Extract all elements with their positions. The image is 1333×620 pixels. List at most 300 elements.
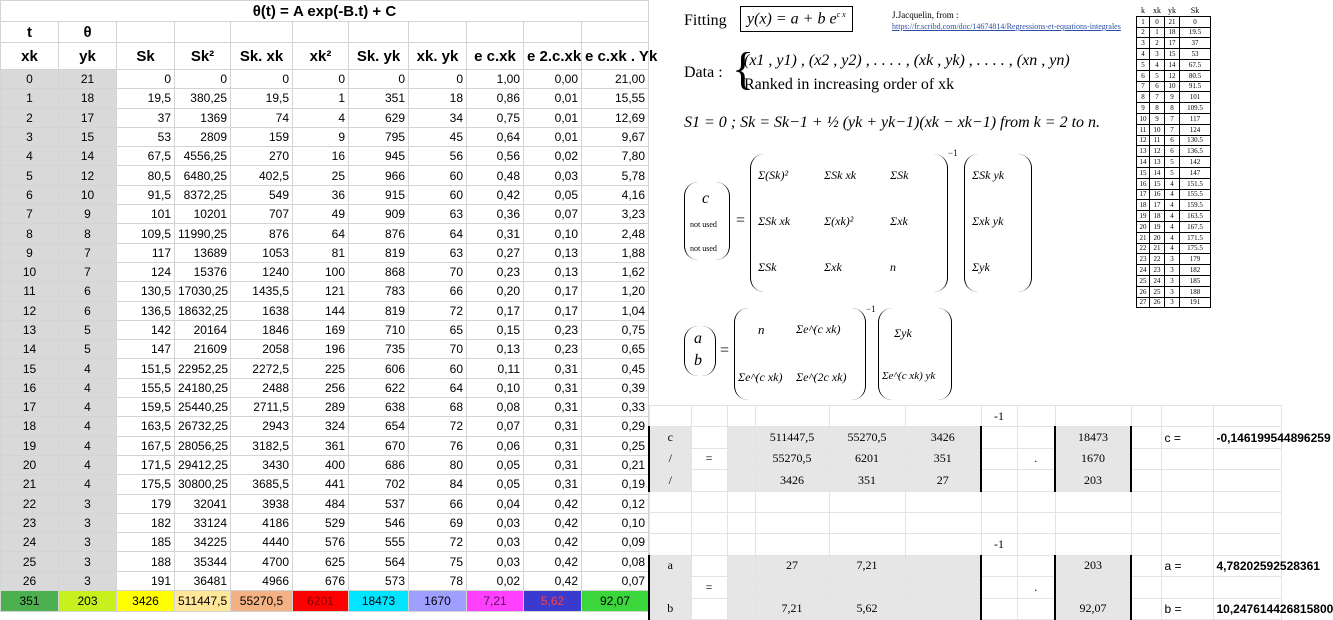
total-cell[interactable]: 5,62 <box>524 591 582 612</box>
table-cell[interactable]: 8 <box>1 224 59 243</box>
matrix-cell[interactable] <box>905 598 981 619</box>
table-cell[interactable]: 0,31 <box>524 417 582 436</box>
table-cell[interactable]: 18632,25 <box>175 301 231 320</box>
table-cell[interactable]: 109,5 <box>117 224 175 243</box>
table-cell[interactable]: 167,5 <box>117 436 175 455</box>
table-cell[interactable]: 5,78 <box>582 166 649 185</box>
table-cell[interactable]: 5 <box>1 166 59 185</box>
table-cell[interactable]: 1240 <box>231 262 293 281</box>
table-cell[interactable]: 876 <box>349 224 409 243</box>
table-cell[interactable]: 15376 <box>175 262 231 281</box>
table-cell[interactable]: 0,42 <box>524 494 582 513</box>
table-cell[interactable]: 84 <box>409 475 467 494</box>
table-cell[interactable]: 0,42 <box>524 513 582 532</box>
table-cell[interactable]: 3430 <box>231 455 293 474</box>
table-cell[interactable]: 81 <box>293 243 349 262</box>
table-cell[interactable]: 11990,25 <box>175 224 231 243</box>
table-cell[interactable]: 34 <box>409 108 467 127</box>
table-cell[interactable]: 0,31 <box>524 455 582 474</box>
table-cell[interactable]: 17030,25 <box>175 282 231 301</box>
table-cell[interactable]: 0,27 <box>467 243 524 262</box>
table-cell[interactable]: 78 <box>409 571 467 590</box>
table-cell[interactable]: 25 <box>293 166 349 185</box>
table-cell[interactable]: 19,5 <box>231 89 293 108</box>
table-cell[interactable]: 868 <box>349 262 409 281</box>
table-cell[interactable]: 0,03 <box>467 533 524 552</box>
table-cell[interactable]: 68 <box>409 398 467 417</box>
table-cell[interactable]: 1,00 <box>467 70 524 89</box>
table-cell[interactable]: 549 <box>231 185 293 204</box>
table-cell[interactable]: 3938 <box>231 494 293 513</box>
table-cell[interactable]: 0,03 <box>524 166 582 185</box>
table-cell[interactable]: 10 <box>1 262 59 281</box>
table-cell[interactable]: 10201 <box>175 205 231 224</box>
table-cell[interactable]: 0,04 <box>467 494 524 513</box>
table-cell[interactable]: 2 <box>1 108 59 127</box>
table-cell[interactable]: 225 <box>293 359 349 378</box>
table-cell[interactable]: 4700 <box>231 552 293 571</box>
table-cell[interactable]: 3 <box>59 513 117 532</box>
table-cell[interactable]: 130,5 <box>117 282 175 301</box>
table-cell[interactable]: 91,5 <box>117 185 175 204</box>
table-cell[interactable]: 256 <box>293 378 349 397</box>
table-cell[interactable]: 7 <box>59 262 117 281</box>
table-cell[interactable]: 3 <box>59 571 117 590</box>
table-cell[interactable]: 0,42 <box>467 185 524 204</box>
inverse-marker[interactable]: -1 <box>981 406 1017 427</box>
table-cell[interactable]: 0,42 <box>524 552 582 571</box>
table-cell[interactable]: 24 <box>1 533 59 552</box>
table-cell[interactable]: 702 <box>349 475 409 494</box>
table-cell[interactable]: 67,5 <box>117 147 175 166</box>
total-cell[interactable]: 1670 <box>409 591 467 612</box>
table-cell[interactable]: 36 <box>293 185 349 204</box>
result-value[interactable]: -0,146199544896259 <box>1213 427 1281 448</box>
table-cell[interactable]: 676 <box>293 571 349 590</box>
table-cell[interactable]: 8 <box>59 224 117 243</box>
table-cell[interactable]: 0,11 <box>467 359 524 378</box>
table-cell[interactable]: 4 <box>59 398 117 417</box>
table-cell[interactable]: 37 <box>117 108 175 127</box>
table-cell[interactable]: 155,5 <box>117 378 175 397</box>
table-cell[interactable]: 9 <box>1 243 59 262</box>
table-cell[interactable]: 915 <box>349 185 409 204</box>
table-cell[interactable]: 670 <box>349 436 409 455</box>
table-cell[interactable]: 0,01 <box>524 89 582 108</box>
table-cell[interactable]: 34225 <box>175 533 231 552</box>
table-cell[interactable]: 1 <box>1 89 59 108</box>
table-cell[interactable]: 144 <box>293 301 349 320</box>
table-cell[interactable]: 0,01 <box>524 108 582 127</box>
table-cell[interactable]: 0,00 <box>524 70 582 89</box>
table-cell[interactable]: 351 <box>349 89 409 108</box>
table-cell[interactable]: 0,05 <box>467 455 524 474</box>
table-cell[interactable]: 70 <box>409 340 467 359</box>
table-cell[interactable]: 9,67 <box>582 127 649 146</box>
result-label[interactable]: a = <box>1161 555 1213 576</box>
vector-cell[interactable]: 203 <box>1055 555 1131 576</box>
matrix-cell[interactable]: 27 <box>905 470 981 491</box>
table-cell[interactable]: 14 <box>59 147 117 166</box>
total-cell[interactable]: 18473 <box>349 591 409 612</box>
matrix-cell[interactable]: 511447,5 <box>755 427 829 448</box>
table-cell[interactable]: 0,56 <box>467 147 524 166</box>
table-cell[interactable]: 0,75 <box>467 108 524 127</box>
table-cell[interactable]: 654 <box>349 417 409 436</box>
table-cell[interactable]: 573 <box>349 571 409 590</box>
table-cell[interactable]: 60 <box>409 185 467 204</box>
table-cell[interactable]: 25440,25 <box>175 398 231 417</box>
table-cell[interactable]: 29412,25 <box>175 455 231 474</box>
source-link[interactable]: https://fr.scribd.com/doc/14674814/Regressions-et-equations-integrales <box>892 22 1121 31</box>
table-cell[interactable]: 0,07 <box>524 205 582 224</box>
matrix-cell[interactable]: 351 <box>905 448 981 469</box>
table-cell[interactable]: 3182,5 <box>231 436 293 455</box>
table-cell[interactable]: 0,05 <box>467 475 524 494</box>
table-cell[interactable]: 124 <box>117 262 175 281</box>
table-cell[interactable]: 0,65 <box>582 340 649 359</box>
table-cell[interactable]: 169 <box>293 320 349 339</box>
result-value[interactable] <box>1213 577 1281 598</box>
table-cell[interactable]: 625 <box>293 552 349 571</box>
table-cell[interactable]: 147 <box>117 340 175 359</box>
table-cell[interactable]: 9 <box>293 127 349 146</box>
table-cell[interactable]: 0,15 <box>467 320 524 339</box>
table-cell[interactable]: 0,10 <box>524 224 582 243</box>
table-cell[interactable]: 13 <box>1 320 59 339</box>
table-cell[interactable]: 0 <box>231 70 293 89</box>
table-cell[interactable]: 171,5 <box>117 455 175 474</box>
table-cell[interactable]: 4 <box>59 359 117 378</box>
table-cell[interactable]: 819 <box>349 301 409 320</box>
table-cell[interactable]: 0,01 <box>524 127 582 146</box>
table-cell[interactable]: 0,17 <box>467 301 524 320</box>
table-cell[interactable]: 4,16 <box>582 185 649 204</box>
table-cell[interactable]: 289 <box>293 398 349 417</box>
equals-cell[interactable]: = <box>691 448 727 469</box>
table-cell[interactable]: 876 <box>231 224 293 243</box>
table-cell[interactable]: 4 <box>1 147 59 166</box>
table-cell[interactable]: 0,10 <box>582 513 649 532</box>
dot-cell[interactable] <box>1017 470 1055 491</box>
table-cell[interactable]: 966 <box>349 166 409 185</box>
table-cell[interactable]: 0,64 <box>467 127 524 146</box>
table-cell[interactable]: 2488 <box>231 378 293 397</box>
table-cell[interactable]: 555 <box>349 533 409 552</box>
table-cell[interactable]: 0,10 <box>467 378 524 397</box>
table-cell[interactable]: 76 <box>409 436 467 455</box>
table-cell[interactable]: 6480,25 <box>175 166 231 185</box>
table-cell[interactable]: 629 <box>349 108 409 127</box>
table-cell[interactable]: 0 <box>1 70 59 89</box>
table-cell[interactable]: 0,45 <box>582 359 649 378</box>
table-cell[interactable]: 0,17 <box>524 282 582 301</box>
table-cell[interactable]: 1638 <box>231 301 293 320</box>
vector-cell[interactable]: 92,07 <box>1055 598 1131 619</box>
vector-cell[interactable]: 203 <box>1055 470 1131 491</box>
table-cell[interactable]: 26732,25 <box>175 417 231 436</box>
table-cell[interactable]: 75 <box>409 552 467 571</box>
table-cell[interactable]: 0,13 <box>467 340 524 359</box>
table-cell[interactable]: 60 <box>409 166 467 185</box>
table-cell[interactable]: 0,06 <box>467 436 524 455</box>
table-cell[interactable]: 163,5 <box>117 417 175 436</box>
table-cell[interactable]: 1,20 <box>582 282 649 301</box>
table-cell[interactable]: 686 <box>349 455 409 474</box>
table-cell[interactable]: 19 <box>1 436 59 455</box>
table-cell[interactable]: 1,04 <box>582 301 649 320</box>
table-cell[interactable]: 638 <box>349 398 409 417</box>
table-cell[interactable]: 45 <box>409 127 467 146</box>
table-cell[interactable]: 12 <box>59 166 117 185</box>
table-cell[interactable]: 380,25 <box>175 89 231 108</box>
table-cell[interactable]: 0,19 <box>582 475 649 494</box>
table-cell[interactable]: 2711,5 <box>231 398 293 417</box>
table-cell[interactable]: 151,5 <box>117 359 175 378</box>
table-cell[interactable]: 2,48 <box>582 224 649 243</box>
row-label[interactable]: c <box>649 427 691 448</box>
table-cell[interactable]: 6 <box>1 185 59 204</box>
table-cell[interactable]: 0,03 <box>467 513 524 532</box>
result-label[interactable]: b = <box>1161 598 1213 619</box>
inverse-marker[interactable]: -1 <box>981 534 1017 555</box>
table-cell[interactable]: 14 <box>1 340 59 359</box>
table-cell[interactable]: 622 <box>349 378 409 397</box>
matrix-cell[interactable]: 55270,5 <box>755 448 829 469</box>
equals-cell[interactable]: = <box>691 577 727 598</box>
table-cell[interactable]: 576 <box>293 533 349 552</box>
table-cell[interactable]: 20164 <box>175 320 231 339</box>
table-cell[interactable]: 80 <box>409 455 467 474</box>
table-cell[interactable]: 564 <box>349 552 409 571</box>
table-cell[interactable]: 101 <box>117 205 175 224</box>
table-cell[interactable]: 15,55 <box>582 89 649 108</box>
table-cell[interactable]: 546 <box>349 513 409 532</box>
row-label[interactable]: / <box>649 470 691 491</box>
table-cell[interactable]: 0,39 <box>582 378 649 397</box>
table-cell[interactable]: 0,31 <box>524 378 582 397</box>
table-cell[interactable]: 0,42 <box>524 533 582 552</box>
table-cell[interactable]: 8372,25 <box>175 185 231 204</box>
dot-cell[interactable]: . <box>1017 577 1055 598</box>
table-cell[interactable]: 80,5 <box>117 166 175 185</box>
table-cell[interactable]: 9 <box>59 205 117 224</box>
table-cell[interactable]: 28056,25 <box>175 436 231 455</box>
table-cell[interactable]: 17 <box>59 108 117 127</box>
result-label[interactable] <box>1161 448 1213 469</box>
table-cell[interactable]: 402,5 <box>231 166 293 185</box>
table-cell[interactable]: 11 <box>1 282 59 301</box>
table-cell[interactable]: 909 <box>349 205 409 224</box>
matrix-cell[interactable] <box>755 577 829 598</box>
table-cell[interactable]: 0,20 <box>467 282 524 301</box>
table-cell[interactable]: 4 <box>293 108 349 127</box>
result-value[interactable]: 10,247614426815800 <box>1213 598 1281 619</box>
total-cell[interactable]: 203 <box>59 591 117 612</box>
table-cell[interactable]: 136,5 <box>117 301 175 320</box>
table-cell[interactable]: 19,5 <box>117 89 175 108</box>
table-cell[interactable]: 0,33 <box>582 398 649 417</box>
table-cell[interactable]: 0,07 <box>467 417 524 436</box>
table-cell[interactable]: 65 <box>409 320 467 339</box>
table-cell[interactable]: 56 <box>409 147 467 166</box>
table-cell[interactable]: 529 <box>293 513 349 532</box>
table-cell[interactable]: 4 <box>59 417 117 436</box>
table-cell[interactable]: 1,88 <box>582 243 649 262</box>
table-cell[interactable]: 1369 <box>175 108 231 127</box>
table-cell[interactable]: 0,86 <box>467 89 524 108</box>
row-label[interactable] <box>649 577 691 598</box>
table-cell[interactable]: 13689 <box>175 243 231 262</box>
matrix-cell[interactable]: 351 <box>829 470 905 491</box>
table-cell[interactable]: 185 <box>117 533 175 552</box>
table-cell[interactable]: 4556,25 <box>175 147 231 166</box>
table-cell[interactable]: 30800,25 <box>175 475 231 494</box>
table-cell[interactable]: 3685,5 <box>231 475 293 494</box>
table-cell[interactable]: 5 <box>59 320 117 339</box>
table-cell[interactable]: 0,75 <box>582 320 649 339</box>
table-cell[interactable]: 4 <box>59 436 117 455</box>
table-cell[interactable]: 72 <box>409 417 467 436</box>
result-label[interactable]: c = <box>1161 427 1213 448</box>
table-cell[interactable]: 4 <box>59 378 117 397</box>
vector-cell[interactable] <box>1055 577 1131 598</box>
table-cell[interactable]: 1435,5 <box>231 282 293 301</box>
table-cell[interactable]: 15 <box>59 127 117 146</box>
table-cell[interactable]: 4 <box>59 455 117 474</box>
matrix-cell[interactable]: 3426 <box>905 427 981 448</box>
table-cell[interactable]: 53 <box>117 127 175 146</box>
table-cell[interactable]: 121 <box>293 282 349 301</box>
table-cell[interactable]: 0,23 <box>524 320 582 339</box>
table-cell[interactable]: 100 <box>293 262 349 281</box>
table-cell[interactable]: 66 <box>409 282 467 301</box>
table-cell[interactable]: 4186 <box>231 513 293 532</box>
table-cell[interactable]: 16 <box>293 147 349 166</box>
table-cell[interactable]: 74 <box>231 108 293 127</box>
table-cell[interactable]: 175,5 <box>117 475 175 494</box>
table-cell[interactable]: 0,03 <box>467 552 524 571</box>
table-cell[interactable]: 0 <box>175 70 231 89</box>
table-cell[interactable]: 179 <box>117 494 175 513</box>
table-cell[interactable]: 3 <box>59 494 117 513</box>
table-cell[interactable]: 0,36 <box>467 205 524 224</box>
table-cell[interactable]: 0,08 <box>582 552 649 571</box>
table-cell[interactable]: 0 <box>293 70 349 89</box>
matrix-cell[interactable] <box>829 577 905 598</box>
table-cell[interactable]: 0,31 <box>524 398 582 417</box>
table-cell[interactable]: 1053 <box>231 243 293 262</box>
table-cell[interactable]: 2272,5 <box>231 359 293 378</box>
matrix-cell[interactable]: 5,62 <box>829 598 905 619</box>
table-cell[interactable]: 18 <box>59 89 117 108</box>
equals-cell[interactable] <box>691 427 727 448</box>
table-cell[interactable]: 4 <box>59 475 117 494</box>
table-cell[interactable]: 945 <box>349 147 409 166</box>
matrix-cell[interactable]: 6201 <box>829 448 905 469</box>
table-cell[interactable]: 70 <box>409 262 467 281</box>
table-cell[interactable]: 35344 <box>175 552 231 571</box>
table-cell[interactable]: 0,09 <box>582 533 649 552</box>
table-cell[interactable]: 21 <box>1 475 59 494</box>
table-cell[interactable]: 4440 <box>231 533 293 552</box>
equals-cell[interactable] <box>691 555 727 576</box>
table-cell[interactable]: 2943 <box>231 417 293 436</box>
table-cell[interactable]: 0,48 <box>467 166 524 185</box>
table-cell[interactable]: 25 <box>1 552 59 571</box>
table-cell[interactable]: 606 <box>349 359 409 378</box>
table-cell[interactable]: 400 <box>293 455 349 474</box>
equals-cell[interactable] <box>691 598 727 619</box>
matrix-cell[interactable] <box>905 555 981 576</box>
table-cell[interactable]: 22952,25 <box>175 359 231 378</box>
table-cell[interactable]: 159 <box>231 127 293 146</box>
table-cell[interactable]: 324 <box>293 417 349 436</box>
result-label[interactable] <box>1161 470 1213 491</box>
table-cell[interactable]: 72 <box>409 533 467 552</box>
table-cell[interactable]: 3 <box>1 127 59 146</box>
table-cell[interactable]: 142 <box>117 320 175 339</box>
table-cell[interactable]: 20 <box>1 455 59 474</box>
matrix-cell[interactable]: 27 <box>755 555 829 576</box>
table-cell[interactable]: 0,23 <box>524 340 582 359</box>
total-cell[interactable]: 7,21 <box>467 591 524 612</box>
table-cell[interactable]: 0,07 <box>582 571 649 590</box>
table-cell[interactable]: 159,5 <box>117 398 175 417</box>
table-cell[interactable]: 0,25 <box>582 436 649 455</box>
total-cell[interactable]: 6201 <box>293 591 349 612</box>
equals-cell[interactable] <box>691 470 727 491</box>
dot-cell[interactable] <box>1017 427 1055 448</box>
table-cell[interactable]: 441 <box>293 475 349 494</box>
table-cell[interactable]: 33124 <box>175 513 231 532</box>
total-cell[interactable]: 511447,5 <box>175 591 231 612</box>
table-cell[interactable]: 6 <box>59 301 117 320</box>
total-cell[interactable]: 351 <box>1 591 59 612</box>
table-cell[interactable]: 0,31 <box>467 224 524 243</box>
row-label[interactable]: / <box>649 448 691 469</box>
table-cell[interactable]: 484 <box>293 494 349 513</box>
table-cell[interactable]: 63 <box>409 205 467 224</box>
table-cell[interactable]: 361 <box>293 436 349 455</box>
table-cell[interactable]: 3,23 <box>582 205 649 224</box>
table-cell[interactable]: 0,17 <box>524 301 582 320</box>
table-cell[interactable]: 23 <box>1 513 59 532</box>
table-cell[interactable]: 196 <box>293 340 349 359</box>
table-cell[interactable]: 63 <box>409 243 467 262</box>
table-cell[interactable]: 21,00 <box>582 70 649 89</box>
matrix-cell[interactable]: 7,21 <box>829 555 905 576</box>
table-cell[interactable]: 735 <box>349 340 409 359</box>
table-cell[interactable]: 7 <box>1 205 59 224</box>
table-cell[interactable]: 49 <box>293 205 349 224</box>
table-cell[interactable]: 5 <box>59 340 117 359</box>
row-label[interactable]: a <box>649 555 691 576</box>
table-cell[interactable]: 0,05 <box>524 185 582 204</box>
matrix-cell[interactable]: 55270,5 <box>829 427 905 448</box>
table-cell[interactable]: 0,13 <box>524 243 582 262</box>
table-cell[interactable]: 819 <box>349 243 409 262</box>
table-cell[interactable]: 182 <box>117 513 175 532</box>
matrix-cell[interactable] <box>905 577 981 598</box>
table-cell[interactable]: 1,62 <box>582 262 649 281</box>
table-cell[interactable]: 72 <box>409 301 467 320</box>
table-cell[interactable]: 0,02 <box>524 147 582 166</box>
total-cell[interactable]: 55270,5 <box>231 591 293 612</box>
table-cell[interactable]: 2809 <box>175 127 231 146</box>
total-cell[interactable]: 92,07 <box>582 591 649 612</box>
table-cell[interactable]: 0,31 <box>524 359 582 378</box>
